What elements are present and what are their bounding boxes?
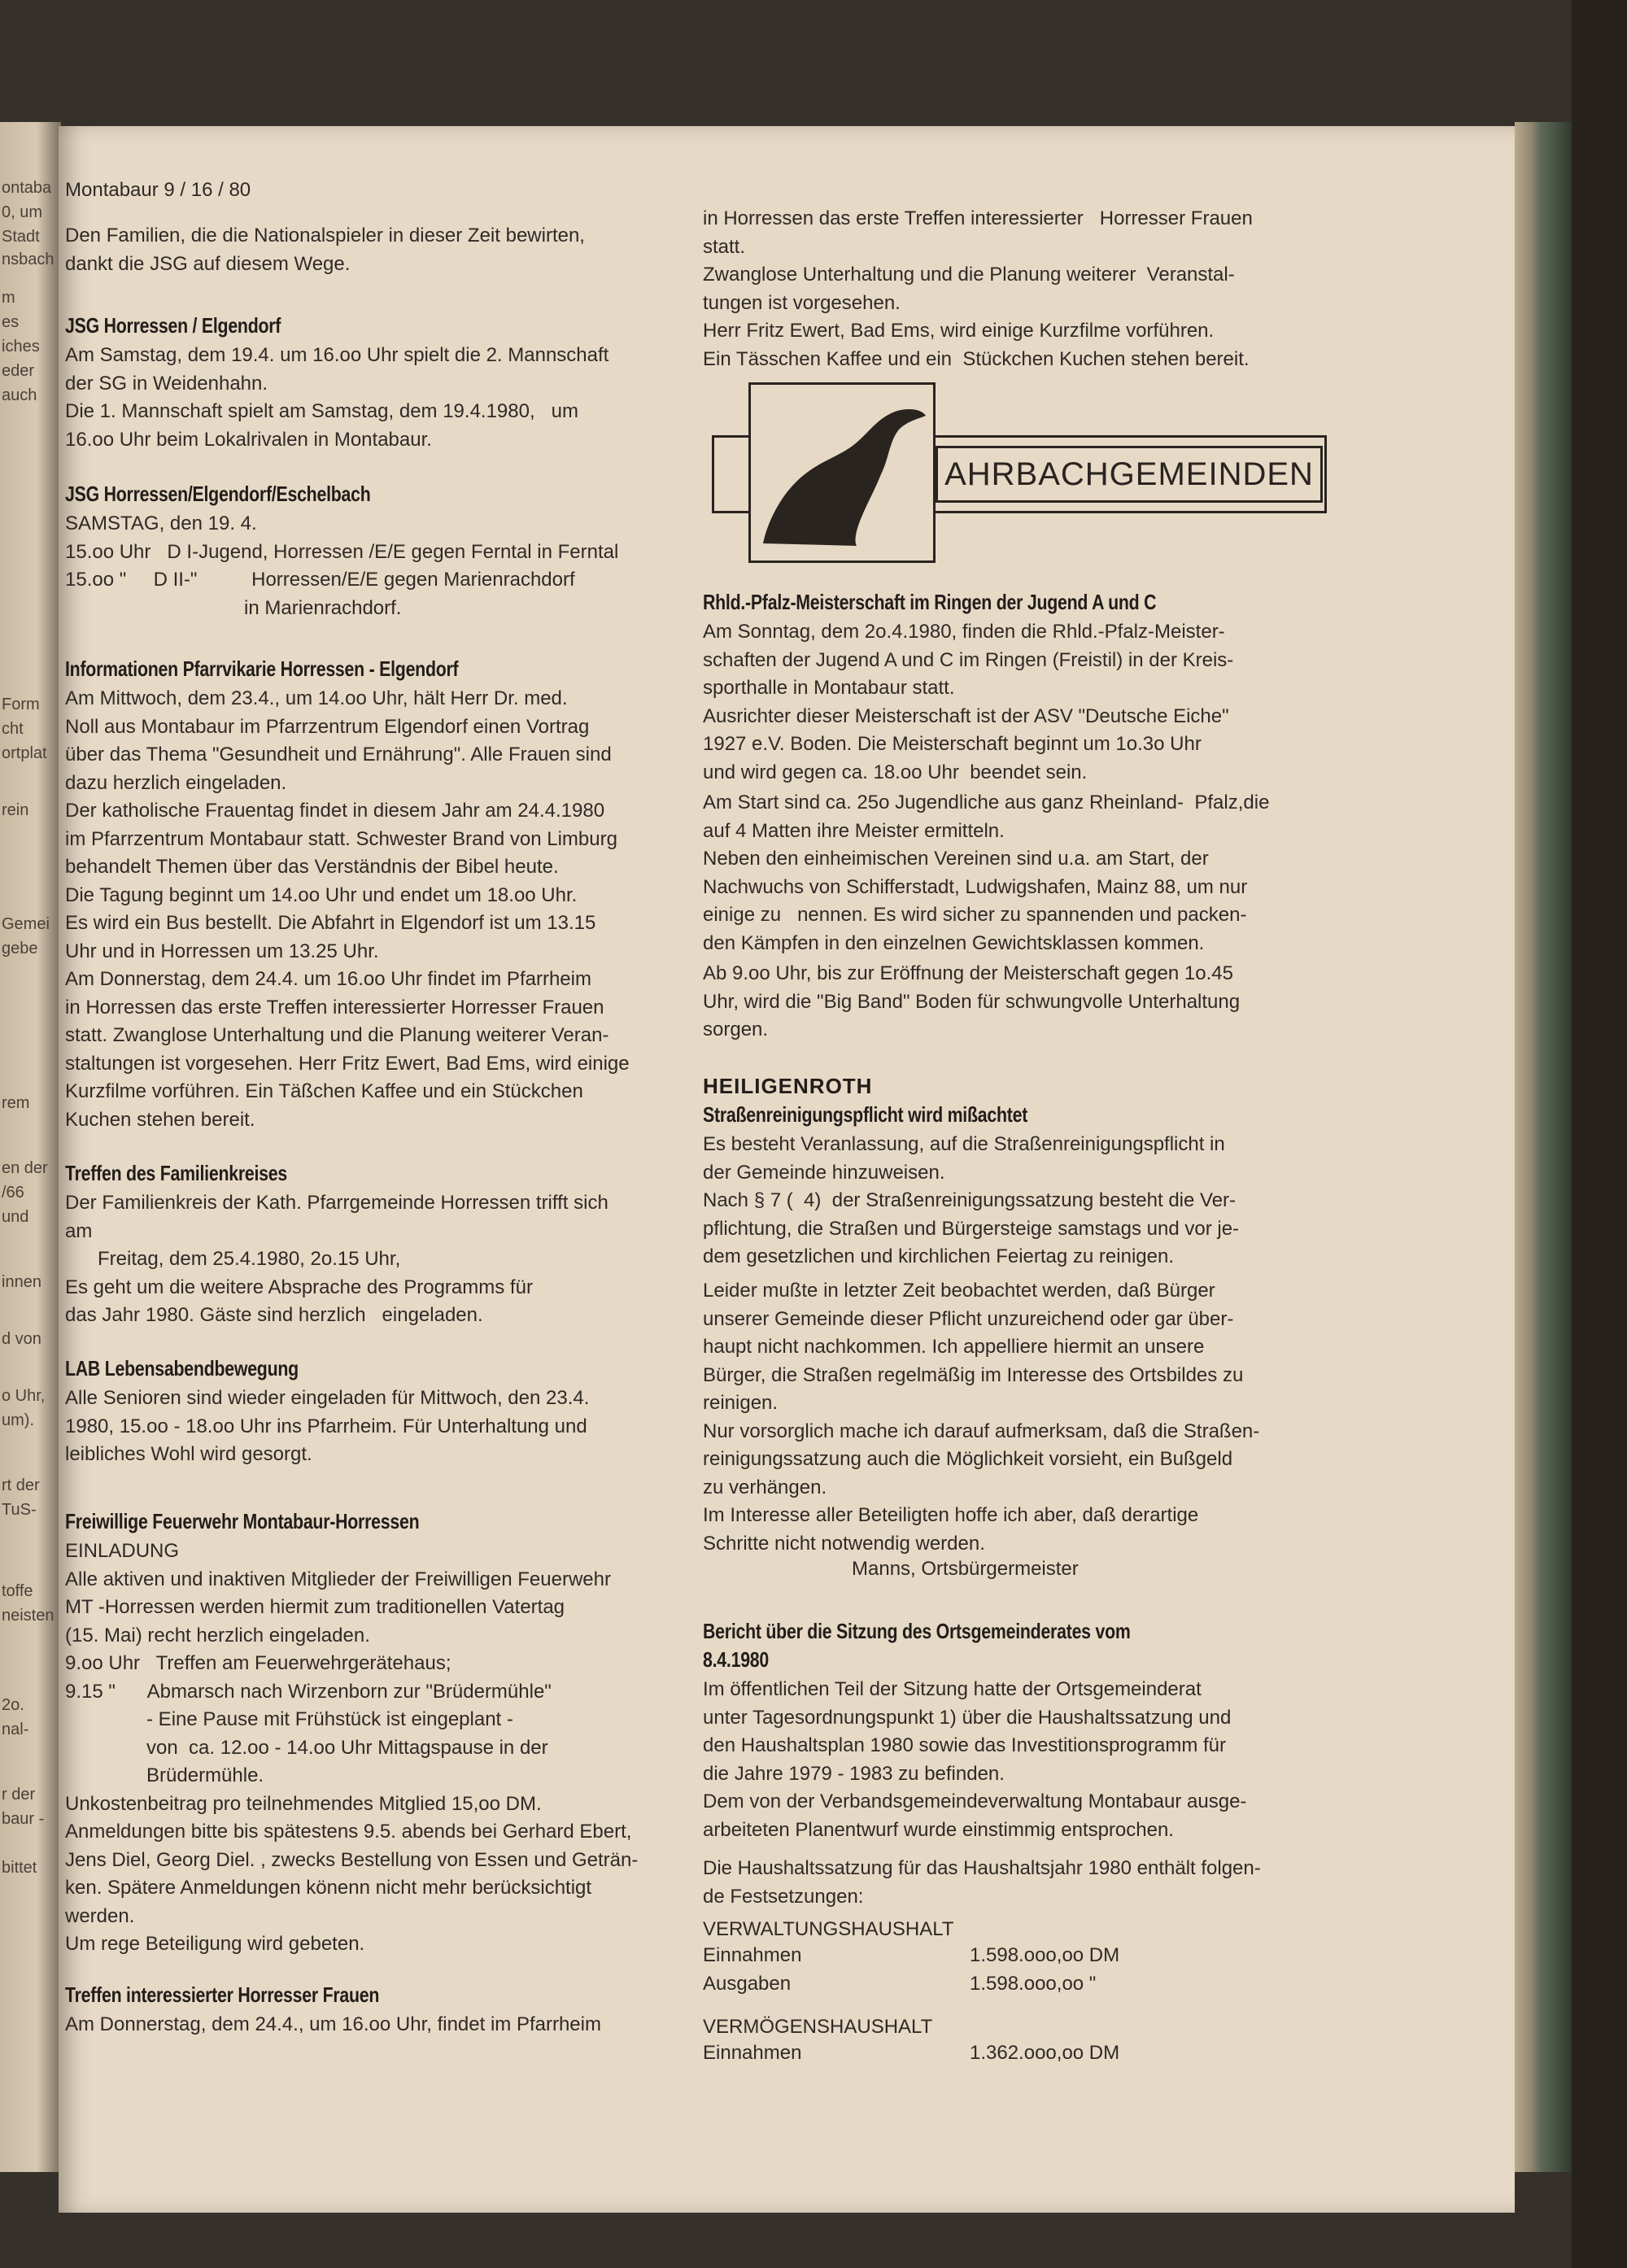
budget-row-label: Ausgaben	[703, 1972, 792, 1995]
spine-text-fragment: nal-	[2, 1721, 29, 1738]
text-line: sorgen.	[703, 1018, 769, 1040]
bericht-text	[703, 1676, 1246, 1844]
text-line: EINLADUNG	[65, 1540, 180, 1562]
text-line: im Pfarrzentrum Montabaur statt. Schwester Brand von Limburg	[65, 827, 617, 850]
budget-row-label: Einnahmen	[703, 2042, 802, 2064]
text-line: Der katholische Frauentag findet in diesem Jahr am 24.4.1980	[65, 800, 605, 822]
text-line: Unkostenbeitrag pro teilnehmendes Mitglied 15,oo DM.	[65, 1792, 542, 1815]
text-line: der SG in Weidenhahn.	[65, 372, 268, 395]
heading-jsg-horressen-elgendorf: JSG Horressen / Elgendorf	[65, 313, 281, 338]
heading-jsg-eschelbach: JSG Horressen/Elgendorf/Eschelbach	[65, 482, 371, 506]
text-line: de Festsetzungen:	[703, 1885, 864, 1908]
text-line: in Horressen das erste Treffen interessierter Horresser Frauen	[65, 996, 604, 1018]
text-line: Leider mußte in letzter Zeit beobachtet werden, daß Bürger	[703, 1280, 1215, 1302]
text-line: Es geht um die weitere Absprache des Programms für	[65, 1276, 533, 1298]
text-line: Es wird ein Bus bestellt. Die Abfahrt in Elgendorf ist um 13.15	[65, 912, 596, 934]
logo-box	[748, 382, 936, 563]
text-line: 9.15 " Abmarsch nach Wirzenborn zur "Brüdermühle"	[65, 1680, 552, 1703]
text-line: Am Donnerstag, dem 24.4. um 16.oo Uhr findet im Pfarrheim	[65, 968, 591, 990]
text-line: behandelt Themen über das Verständnis der Bibel heute.	[65, 856, 559, 878]
text-line: Im öffentlichen Teil der Sitzung hatte der Ortsgemeinderat	[703, 1678, 1202, 1700]
heading-pfarrvikarie: Informationen Pfarrvikarie Horressen - Elgendorf	[65, 656, 459, 681]
text-line: Zwanglose Unterhaltung und die Planung weiterer Veranstal-	[703, 264, 1235, 286]
text-line: Am Mittwoch, dem 23.4., um 14.oo Uhr, hält Herr Dr. med.	[65, 687, 568, 709]
text-line: von ca. 12.oo - 14.oo Uhr Mittagspause in der	[65, 1736, 548, 1759]
heading-bericht: Bericht über die Sitzung des Ortsgemeinderates vom	[703, 1619, 1131, 1643]
spine-text-fragment: Form	[2, 696, 40, 713]
feuerwehr-text	[65, 1537, 638, 1959]
text-line: Den Familien, die die Nationalspieler in dieser Zeit bewirten,	[65, 225, 585, 246]
text-line: Nur vorsorglich mache ich darauf aufmerksam, daß die Straßen-	[703, 1420, 1260, 1442]
text-line: Am Start sind ca. 25o Jugendliche aus ganz Rheinland- Pfalz,die	[703, 792, 1270, 813]
spine-text-fragment: r der	[2, 1786, 36, 1803]
text-line: (15. Mai) recht herzlich eingeladen.	[65, 1624, 370, 1646]
text-line: Am Donnerstag, dem 24.4., um 16.oo Uhr, findet im Pfarrheim	[65, 2013, 601, 2035]
logo-title: AHRBACHGEMEINDEN	[936, 446, 1323, 503]
heading-lab: LAB Lebensabendbewegung	[65, 1356, 299, 1380]
text-line: Alle aktiven und inaktiven Mitglieder der Freiwilligen Feuerwehr	[65, 1568, 611, 1590]
signature-line: Manns, Ortsbürgermeister	[852, 1558, 1079, 1580]
budget-row-value: 1.598.ooo,oo "	[970, 1972, 1097, 1995]
wave-logo-icon	[759, 401, 930, 547]
text-line: MT -Horressen werden hiermit zum traditionellen Vatertag	[65, 1596, 565, 1618]
text-line: Noll aus Montabaur im Pfarrzentrum Elgendorf einen Vortrag	[65, 715, 590, 738]
ringen-text	[703, 618, 1233, 787]
budget-row-label: Einnahmen	[703, 1944, 802, 1966]
text-line: reinigungssatzung auch die Möglichkeit vorsieht, ein Bußgeld	[703, 1448, 1233, 1470]
ringen-text-3	[703, 960, 1240, 1045]
familienkreis-text	[65, 1189, 608, 1330]
spine-text-fragment: bittet	[2, 1859, 37, 1877]
spine-text-fragment: TuS-	[2, 1501, 37, 1519]
spine-text-fragment: es	[2, 313, 20, 331]
text-line: der Gemeinde hinzuweisen.	[703, 1161, 945, 1184]
budget-row-value: 1.598.ooo,oo DM	[970, 1944, 1120, 1966]
spine-text-fragment: ortplat	[2, 744, 47, 762]
text-line: 1980, 15.oo - 18.oo Uhr ins Pfarrheim. Für Unterhaltung und	[65, 1415, 587, 1437]
text-line: pflichtung, die Straßen und Bürgersteige samstags und vor je-	[703, 1217, 1240, 1240]
text-line: Anmeldungen bitte bis spätestens 9.5. abends bei Gerhard Ebert,	[65, 1821, 632, 1843]
pfarrvikarie-text	[65, 685, 630, 1134]
text-line: Jens Diel, Georg Diel. , zwecks Bestellung von Essen und Geträn-	[65, 1848, 639, 1871]
text-line: das Jahr 1980. Gäste sind herzlich eingeladen.	[65, 1304, 483, 1326]
text-line: in Marienrachdorf.	[65, 596, 402, 619]
text-line: statt. Zwanglose Unterhaltung und die Planung weiterer Veran-	[65, 1024, 609, 1046]
text-line: haupt nicht nachkommen. Ich appelliere hiermit an unsere	[703, 1336, 1205, 1358]
book-binding-edge	[1572, 0, 1627, 2268]
horresser-frauen-text	[65, 2011, 601, 2039]
text-line: Um rege Beteiligung wird gebeten.	[65, 1933, 365, 1955]
text-line: Die Haushaltssatzung für das Haushaltsjahr 1980 enthält folgen-	[703, 1857, 1261, 1879]
spine-text-fragment: auch	[2, 386, 37, 404]
text-line: in Horressen das erste Treffen interessierter Horresser Frauen	[703, 207, 1253, 229]
text-line: Am Samstag, dem 19.4. um 16.oo Uhr spielt die 2. Mannschaft	[65, 344, 609, 366]
heading-heiligenroth: HEILIGENROTH	[703, 1074, 873, 1098]
text-line: arbeiteten Planentwurf wurde einstimmig entsprochen.	[703, 1818, 1174, 1841]
spine-text-fragment: rt der	[2, 1476, 40, 1494]
spine-text-fragment: Stadt	[2, 228, 40, 246]
spine-text-fragment: neisten	[2, 1607, 55, 1625]
budget-row-value: 1.362.ooo,oo DM	[970, 2042, 1120, 2064]
text-line: Kurzfilme vorführen. Ein Täßchen Kaffee und ein Stückchen	[65, 1080, 583, 1102]
text-line: unserer Gemeinde dieser Pflicht unzureichend oder gar über-	[703, 1307, 1234, 1330]
text-line: SAMSTAG, den 19. 4.	[65, 512, 257, 534]
text-line: werden.	[65, 1904, 135, 1927]
text-line: Schritte nicht notwendig werden.	[703, 1532, 985, 1555]
text-line: dazu herzlich eingeladen.	[65, 771, 287, 794]
text-line: ken. Spätere Anmeldungen könenn nicht mehr berücksichtigt	[65, 1877, 592, 1899]
spine-text-fragment: m	[2, 289, 15, 307]
text-line: schaften der Jugend A und C im Ringen (Freistil) in der Kreis-	[703, 648, 1234, 671]
spine-text-fragment: cht	[2, 720, 24, 738]
spine-text-fragment: um).	[2, 1411, 34, 1429]
strassenreinigung-text-2	[703, 1277, 1259, 1558]
text-line: über das Thema "Gesundheit und Ernährung". Alle Frauen sind	[65, 744, 612, 765]
text-line: und wird gegen ca. 18.oo Uhr beendet sein.	[703, 761, 1088, 783]
text-line: reinigen.	[703, 1392, 779, 1414]
text-line: Uhr, wird die "Big Band" Boden für schwungvolle Unterhaltung	[703, 990, 1241, 1013]
book-binding	[1515, 122, 1572, 2172]
spine-text-fragment: nsbach	[2, 251, 55, 268]
text-line: Ausrichter dieser Meisterschaft ist der ASV "Deutsche Eiche"	[703, 704, 1229, 727]
text-line: Am Sonntag, dem 2o.4.1980, finden die Rhld.-Pfalz-Meister-	[703, 621, 1225, 643]
heading-familienkreis: Treffen des Familienkreises	[65, 1161, 288, 1185]
text-line: Nachwuchs von Schifferstadt, Ludwigshafen, Mainz 88, um nur	[703, 875, 1248, 898]
spine-text-fragment: iches	[2, 338, 40, 355]
text-line: 16.oo Uhr beim Lokalrivalen in Montabaur.	[65, 428, 432, 451]
text-line: 1927 e.V. Boden. Die Meisterschaft beginnt um 1o.3o Uhr	[703, 733, 1202, 755]
bericht-text-2	[703, 1855, 1261, 1911]
heading-feuerwehr: Freiwillige Feuerwehr Montabaur-Horressen	[65, 1509, 420, 1533]
spine-text-fragment: eder	[2, 362, 35, 380]
text-line: Der Familienkreis der Kath. Pfarrgemeinde Horressen trifft sich	[65, 1192, 608, 1214]
lab-text	[65, 1385, 589, 1469]
text-line: Neben den einheimischen Vereinen sind u.a. am Start, der	[703, 848, 1209, 870]
spine-text-fragment: o Uhr,	[2, 1387, 46, 1405]
text-line: Dem von der Verbandsgemeindeverwaltung Montabaur ausge-	[703, 1790, 1247, 1812]
text-line: auf 4 Matten ihre Meister ermitteln.	[703, 819, 1005, 842]
text-line: Die Tagung beginnt um 14.oo Uhr und endet um 18.oo Uhr.	[65, 883, 578, 906]
vermoegenshaushalt-title: VERMÖGENSHAUSHALT	[703, 2016, 933, 2038]
text-line: Bürger, die Straßen regelmäßig im Interesse des Ortsbildes zu	[703, 1363, 1244, 1386]
text-line: 9.oo Uhr Treffen am Feuerwehrgerätehaus;	[65, 1652, 451, 1674]
text-line: Herr Fritz Ewert, Bad Ems, wird einige Kurzfilme vorführen.	[703, 320, 1215, 342]
text-line: die Jahre 1979 - 1983 zu befinden.	[703, 1762, 1005, 1785]
text-line: einige zu nennen. Es wird sicher zu spannenden und packen-	[703, 904, 1247, 926]
text-line: 15.oo " D II-" Horressen/E/E gegen Marienrachdorf	[65, 569, 575, 591]
text-line: Alle Senioren sind wieder eingeladen für Mittwoch, den 23.4.	[65, 1387, 590, 1409]
text-line: Brüdermühle.	[65, 1764, 264, 1786]
page-header: Montabaur 9 / 16 / 80	[65, 179, 251, 201]
text-line: Ab 9.oo Uhr, bis zur Eröffnung der Meisterschaft gegen 1o.45	[703, 962, 1233, 984]
right-top-text	[703, 205, 1253, 373]
text-line: zu verhängen.	[703, 1476, 827, 1498]
verwaltungshaushalt-title: VERWALTUNGSHAUSHALT	[703, 1918, 954, 1940]
text-line: 15.oo Uhr D I-Jugend, Horressen /E/E gegen Ferntal in Ferntal	[65, 540, 619, 563]
text-line: Im Interesse aller Beteiligten hoffe ich aber, daß derartige	[703, 1504, 1199, 1526]
document-page	[59, 126, 1515, 2213]
spine-text-fragment: rein	[2, 801, 29, 819]
text-line: Ein Tässchen Kaffee und ein Stückchen Kuchen stehen bereit.	[703, 347, 1250, 370]
spine-text-fragment: 0, um	[2, 203, 43, 221]
spine-text-fragment: innen	[2, 1273, 41, 1291]
strassenreinigung-text	[703, 1131, 1239, 1271]
left-intro	[65, 222, 585, 278]
text-line: staltungen ist vorgesehen. Herr Fritz Ewert, Bad Ems, wird einige	[65, 1052, 630, 1075]
spine-text-fragment: ontaba	[2, 179, 52, 197]
text-line: leibliches Wohl wird gesorgt.	[65, 1443, 312, 1465]
text-line: unter Tagesordnungspunkt 1) über die Haushaltssatzung und	[703, 1706, 1232, 1729]
spine-text-fragment: toffe	[2, 1582, 33, 1600]
text-line: den Kämpfen in den einzelnen Gewichtsklassen kommen.	[703, 931, 1205, 954]
ringen-text-2	[703, 789, 1269, 957]
spine-text-fragment: Gemei	[2, 915, 50, 933]
text-line: den Haushaltsplan 1980 sowie das Investitionsprogramm für	[703, 1734, 1227, 1756]
text-line: Freitag, dem 25.4.1980, 2o.15 Uhr,	[65, 1248, 401, 1270]
text-line: Nach § 7 ( 4) der Straßenreinigungssatzung besteht die Ver-	[703, 1189, 1237, 1211]
spine-text-fragment: 2o.	[2, 1696, 24, 1714]
spine-text-fragment: d von	[2, 1330, 41, 1348]
text-line: sporthalle in Montabaur statt.	[703, 677, 955, 699]
subheading-strassenreinigung: Straßenreinigungspflicht wird mißachtet	[703, 1102, 1028, 1127]
text-line: dankt die JSG auf diesem Wege.	[65, 252, 351, 275]
spine-text-fragment: baur -	[2, 1810, 45, 1828]
heading-bericht-date: 8.4.1980	[703, 1647, 770, 1672]
text-line: Kuchen stehen bereit.	[65, 1108, 255, 1131]
text-line: dem gesetzlichen und kirchlichen Feiertag zu reinigen.	[703, 1245, 1174, 1267]
spine-text-fragment: /66	[2, 1184, 24, 1202]
spine-text-fragment: rem	[2, 1094, 30, 1112]
text-line: tungen ist vorgesehen.	[703, 291, 901, 314]
text-line: Es besteht Veranlassung, auf die Straßenreinigungspflicht in	[703, 1133, 1225, 1155]
spine-text-fragment: und	[2, 1208, 29, 1226]
text-line: Die 1. Mannschaft spielt am Samstag, dem 19.4.1980, um	[65, 400, 578, 422]
text-line: am	[65, 1219, 93, 1242]
spine-text-fragment: gebe	[2, 940, 38, 957]
spine-text-fragment: en der	[2, 1159, 48, 1177]
heading-horresser-frauen: Treffen interessierter Horresser Frauen	[65, 1982, 380, 2007]
text-line: Uhr und in Horressen um 13.25 Uhr.	[65, 940, 379, 962]
text-line: statt.	[703, 235, 746, 258]
text-line: - Eine Pause mit Frühstück ist eingeplant -	[65, 1708, 513, 1730]
jsg-horressen-text	[65, 342, 608, 454]
heading-ringen: Rhld.-Pfalz-Meisterschaft im Ringen der Jugend A und C	[703, 590, 1157, 614]
jsg-eschelbach-text	[65, 510, 618, 622]
adjacent-page-spine	[0, 122, 61, 2172]
